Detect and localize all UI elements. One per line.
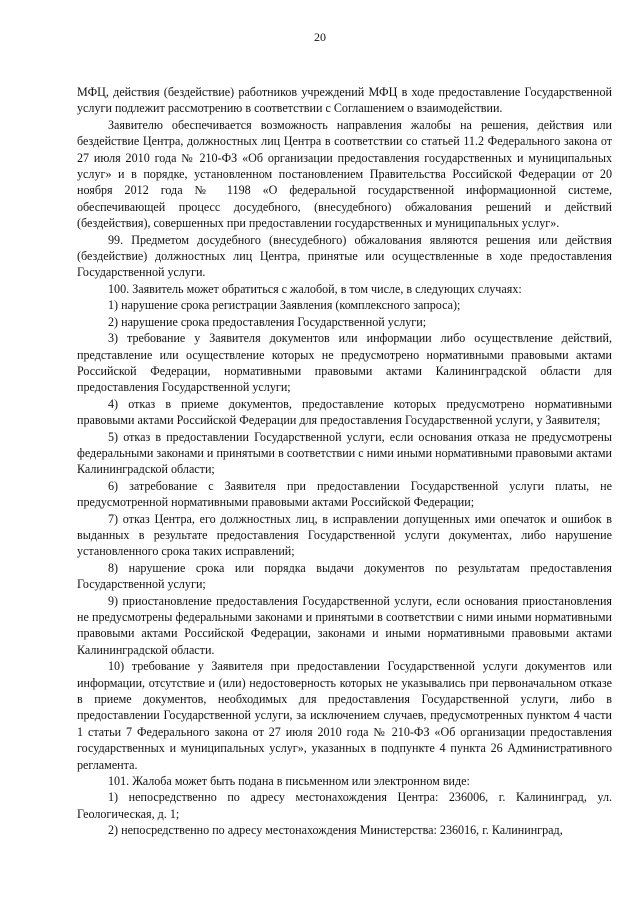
list-item: 1) нарушение срока регистрации Заявления (комплексного запроса); <box>108 298 461 313</box>
paragraph: 100. Заявитель может обратиться с жалобой, в том числе, в следующих случаях: <box>108 281 522 296</box>
paragraph: МФЦ, действия (бездействие) работников учреждений МФЦ в ходе предоставление Государственной услуги подлежит рассмотрению в соответствии с Соглашением о взаимодействии. <box>77 85 612 116</box>
list-item: 2) нарушение срока предоставления Государственной услуги; <box>108 314 427 329</box>
list-item: 7) отказ Центра, его должностных лиц, в исправлении допущенных ими опечаток и ошибок в выданных в результате предоставления Государственной услуги документах, либо нарушение установленного срока таких исправлений; <box>77 511 612 559</box>
list-item: 3) требование у Заявителя документов или информации либо осуществление действий, представление или осуществление которых не предусмотрено нормативными правовыми актами Российской Федерации, нормативными правовыми актами Калининградской области для предоставления Государственной услуги; <box>77 331 612 395</box>
list-item: 5) отказ в предоставлении Государственной услуги, если основания отказа не предусмотрены федеральными законами и принятыми в соответствии с ними иными нормативными правовыми актами Калининградской области; <box>77 429 612 477</box>
list-item: 9) приостановление предоставления Государственной услуги, если основания приостановления не предусмотрены федеральными законами и принятыми в соответствии с ними иными нормативными правовыми актами Российской Федерации, законами и иными нормативными правовыми актами Калининградской области. <box>77 593 612 657</box>
paragraph: Заявителю обеспечивается возможность направления жалобы на решения, действия или бездействие Центра, должностных лиц Центра в соответствии со статьей 11.2 Федерального закона от 27 июля 2010 года № 210-ФЗ «Об организации предоставления государственных и муниципальных услуг» и в порядке, установленном постановлением Правительства Российской Федерации от 20 ноября 2012 года № 1198 «О федеральной государственной информационной системе, обеспечивающей процесс досудебного, (внесудебного) обжалования решений и действий (бездействия), совершенных при предоставлении государственных и муниципальных услуг». <box>77 117 612 231</box>
page-number: 20 <box>314 30 326 44</box>
paragraph: 101. Жалоба может быть подана в письменном или электронном виде: <box>108 774 470 789</box>
list-item: 6) затребование с Заявителя при предоставлении Государственной услуги платы, не предусмотренной нормативными правовыми актами Российской Федерации; <box>77 478 612 510</box>
document-body <box>77 84 612 839</box>
list-item: 4) отказ в приеме документов, предоставление которых предусмотрено нормативными правовыми актами Российской Федерации для предоставления Государственной услуги, у Заявителя; <box>77 396 612 428</box>
list-item: 2) непосредственно по адресу местонахождения Министерства: 236016, г. Калининград, <box>108 823 563 838</box>
list-item: 8) нарушение срока или порядка выдачи документов по результатам предоставления Государственной услуги; <box>77 560 612 592</box>
list-item: 10) требование у Заявителя при предоставлении Государственной услуги документов или информации, отсутствие и (или) недостоверность которых не указывались при первоначальном отказе в приеме документов, необходимых для предоставления Государственной услуги, либо в предоставлении Государственной услуги, за исключением случаев, предусмотренных пунктом 4 части 1 статьи 7 Федерального закона от 27 июля 2010 года № 210-ФЗ «Об организации предоставления государственных и муниципальных услуг», указанных в подпункте 4 пункта 26 Административного регламента. <box>77 659 612 772</box>
paragraph: 99. Предметом досудебного (внесудебного) обжалования являются решения или действия (бездействие) должностных лиц Центра, принятые или осуществленные в ходе предоставления Государственной услуги. <box>77 232 612 280</box>
list-item: 1) непосредственно по адресу местонахождения Центра: 236006, г. Калининград, ул. Геологическая, д. 1; <box>77 790 612 821</box>
